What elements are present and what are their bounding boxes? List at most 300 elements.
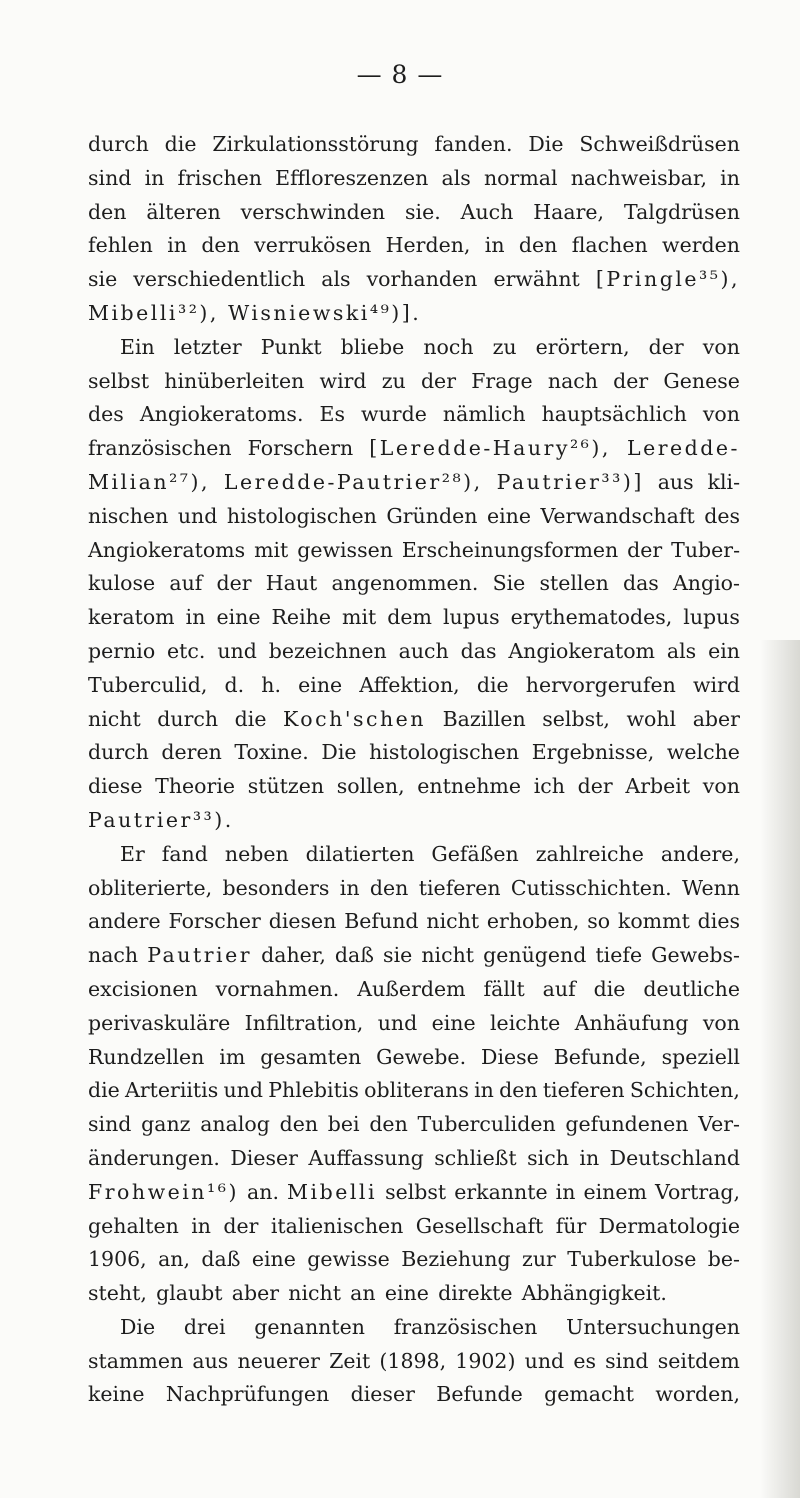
word: in <box>484 233 505 258</box>
word: Gefäßen <box>431 841 519 866</box>
word: Effloreszenzen <box>275 165 429 190</box>
word: den <box>201 233 240 258</box>
word: Befunde <box>436 1382 523 1407</box>
word: Schichten, <box>629 1078 740 1103</box>
word: wird <box>319 368 367 393</box>
word: Talgdrüsen <box>624 199 740 224</box>
word: vornahmen. <box>215 976 340 1001</box>
word: der <box>613 368 649 393</box>
text-line <box>88 1315 740 1349</box>
text-line <box>88 166 740 200</box>
word: die <box>88 1078 120 1103</box>
word: Gewebs- <box>651 943 740 968</box>
word: Herden, <box>385 233 471 258</box>
text-line <box>88 200 740 234</box>
text-line <box>88 943 740 977</box>
word: und <box>177 503 218 528</box>
word: fand <box>161 841 208 866</box>
text-line <box>88 774 740 808</box>
word: des <box>704 503 740 528</box>
text-line <box>88 1112 740 1146</box>
word: Auch <box>460 199 514 224</box>
word: wohl <box>626 706 677 731</box>
word: entnehme <box>417 774 521 799</box>
word: selbst <box>385 1179 447 1204</box>
word: Wisniewski⁴⁹)]. <box>228 300 422 325</box>
text-line <box>88 233 740 267</box>
word: seitdem <box>657 1348 740 1373</box>
word: die <box>476 672 509 697</box>
word: bliebe <box>340 334 405 359</box>
word: Vortrag, <box>655 1179 740 1204</box>
word: stützen <box>247 774 325 799</box>
word: Bazillen <box>442 706 526 731</box>
word: Nachprüfungen <box>165 1382 330 1407</box>
word: Befunde, <box>553 1044 647 1069</box>
word: bei <box>327 1112 360 1137</box>
word: lupus <box>443 605 500 630</box>
word: Ein <box>120 334 155 359</box>
word: perivaskuläre <box>88 1010 231 1035</box>
word: nach <box>547 368 598 393</box>
word: Infiltration, <box>244 1010 364 1035</box>
word: gehalten <box>88 1213 179 1238</box>
word: für <box>555 1213 587 1238</box>
text-line <box>88 1045 740 1079</box>
word: be- <box>707 1247 740 1272</box>
word: kli- <box>707 469 740 494</box>
word: genannten <box>254 1314 365 1339</box>
word: die <box>234 706 267 731</box>
word: Die <box>528 132 564 156</box>
word: genügend <box>483 943 587 968</box>
word: nämlich <box>442 402 526 427</box>
word: Genese <box>663 368 740 393</box>
word: Tuber- <box>671 537 740 562</box>
word: Pautrier³³). <box>88 807 234 832</box>
word: von <box>702 334 740 359</box>
word: den <box>369 875 409 900</box>
text-line <box>88 673 740 707</box>
word: Pautrier³³)] <box>496 469 644 494</box>
word: in <box>185 605 206 630</box>
word: speziell <box>661 1044 740 1069</box>
word: Cutisschichten. <box>510 875 672 900</box>
text-line <box>88 436 740 470</box>
word: in <box>339 875 360 900</box>
text-line <box>88 605 740 639</box>
word: selbst <box>88 368 150 393</box>
word: schließt <box>434 1145 517 1170</box>
word: an <box>350 1281 376 1306</box>
word: sollen, <box>336 774 405 799</box>
word: keine <box>88 1382 145 1407</box>
word: noch <box>423 334 474 359</box>
word: dilatierten <box>305 841 415 866</box>
word: sich <box>527 1145 569 1170</box>
word: daß <box>334 943 374 968</box>
word: pernio <box>88 638 156 663</box>
word: und <box>217 638 257 663</box>
word: stammen <box>88 1348 184 1373</box>
word: eine <box>216 605 261 630</box>
word: Auffassung <box>308 1145 424 1170</box>
word: diese <box>88 774 143 799</box>
word: und <box>223 1078 264 1103</box>
word: tiefe <box>595 943 643 968</box>
word: Gesellschaft <box>415 1213 544 1238</box>
word: das <box>460 638 497 663</box>
word: in <box>474 1078 494 1103</box>
word: nicht <box>421 943 475 968</box>
word: Angio- <box>672 571 740 596</box>
word: erythematodes, <box>510 605 673 630</box>
page-number: — 8 — <box>356 60 444 89</box>
word: Die <box>120 1314 156 1339</box>
word: Anhäufung <box>574 1010 689 1035</box>
word: einem <box>583 1179 647 1204</box>
word: Dieser <box>230 1145 298 1170</box>
word: fehlen <box>88 233 153 258</box>
word: verschwinden <box>240 199 386 224</box>
text-line <box>88 1281 740 1315</box>
word: kommt <box>617 909 690 934</box>
word: zur <box>522 1247 556 1272</box>
word: fanden. <box>434 132 513 156</box>
word: Phlebitis <box>268 1078 359 1103</box>
word: excisionen <box>88 976 198 1001</box>
word: hinüberleiten <box>164 368 305 393</box>
word: und <box>524 1348 565 1373</box>
word: Deutschland <box>609 1145 740 1170</box>
word: der <box>577 774 613 799</box>
word: Zirkulationsstörung <box>212 132 419 156</box>
word: Angiokeratom <box>508 638 655 663</box>
word: wurde <box>361 402 427 427</box>
text-line <box>88 1078 740 1112</box>
word: fällt <box>483 976 525 1001</box>
word: deren <box>161 740 222 765</box>
word: sind <box>88 1112 132 1137</box>
word: die <box>164 132 197 156</box>
word: Befund <box>344 909 419 934</box>
word: tieferen <box>418 875 501 900</box>
word: hervorgerufen <box>525 672 676 697</box>
word: Schweißdrüsen <box>579 132 740 156</box>
word: Tuberculiden <box>417 1112 556 1137</box>
word: zu <box>381 368 406 393</box>
word: französischen <box>393 1314 538 1339</box>
word: Haare, <box>533 199 605 224</box>
word: Pautrier <box>147 943 253 968</box>
word: sie. <box>405 199 441 224</box>
word: Arbeit <box>625 774 691 799</box>
text-line <box>88 740 740 774</box>
word: Angiokeratoms <box>88 537 246 562</box>
word: kulose <box>88 571 156 596</box>
word: aber <box>231 1281 280 1306</box>
word: nischen <box>88 503 169 528</box>
word: der <box>420 368 456 393</box>
word: gesamten <box>260 1044 362 1069</box>
word: obliterierte, <box>88 875 213 900</box>
word: d. <box>224 672 245 697</box>
word: der <box>216 571 252 596</box>
word: Er <box>120 841 145 866</box>
word: in <box>579 1145 600 1170</box>
word: worden, <box>655 1382 740 1407</box>
word: Frohwein¹⁶) <box>88 1179 239 1204</box>
word: als <box>321 267 351 292</box>
word: Außerdem <box>357 976 466 1001</box>
text-line <box>88 1247 740 1281</box>
word: glaubt <box>156 1281 223 1306</box>
text-line <box>88 132 740 166</box>
word: nachweisbar, <box>570 165 707 190</box>
word: drei <box>183 1314 226 1339</box>
word: histologischen <box>369 740 520 765</box>
word: angenommen. <box>331 571 479 596</box>
word: Dermatologie <box>598 1213 740 1238</box>
word: Tuberculid, <box>88 672 208 697</box>
word: keratom <box>88 605 175 630</box>
word: Erscheinungsformen <box>401 537 619 562</box>
word: Toxine. <box>234 740 309 765</box>
text-line <box>88 267 740 301</box>
word: sie <box>88 267 118 292</box>
word: an, <box>158 1247 191 1272</box>
word: an. <box>247 1179 279 1204</box>
word: des <box>88 402 124 427</box>
word: durch <box>157 706 219 731</box>
word: Sie <box>492 571 526 596</box>
word: h. <box>261 672 281 697</box>
word: gewissen <box>297 537 393 562</box>
text-line <box>88 1214 740 1248</box>
word: durch <box>88 740 149 765</box>
word: eine <box>431 1010 476 1035</box>
word: Gewebe. <box>376 1044 467 1069</box>
word: etc. <box>167 638 206 663</box>
word: leichte <box>490 1010 561 1035</box>
word: Forscher <box>168 909 261 934</box>
word: sind <box>88 165 132 190</box>
word: Beziehung <box>401 1247 511 1272</box>
word: nicht <box>288 1281 341 1306</box>
word: tieferen <box>542 1078 625 1103</box>
word: ich <box>533 774 565 799</box>
word: erkannte <box>454 1179 548 1204</box>
word: Die <box>321 740 357 765</box>
text-line <box>88 504 740 538</box>
word: im <box>219 1044 246 1069</box>
word: Mibelli³²), <box>88 300 219 325</box>
word: italienischen <box>270 1213 404 1238</box>
word: 1902) <box>455 1348 516 1373</box>
word: Rundzellen <box>88 1044 205 1069</box>
word: vorhanden <box>366 267 478 292</box>
word: den <box>499 1078 538 1103</box>
word: [Pringle³⁵), <box>595 267 740 292</box>
word: (1898, <box>379 1348 447 1373</box>
word: mit <box>254 537 289 562</box>
word: den <box>279 1112 319 1137</box>
word: deutliche <box>643 976 740 1001</box>
word: ein <box>708 638 740 663</box>
word: auch <box>398 638 449 663</box>
text-body <box>88 132 740 1416</box>
word: 1906, <box>88 1247 147 1272</box>
word: andere <box>88 909 161 934</box>
word: Leredde- <box>626 436 740 461</box>
word: gefundenen <box>565 1112 689 1137</box>
text-line <box>88 301 740 335</box>
word: den <box>518 233 558 258</box>
text-line <box>88 1180 740 1214</box>
word: Angiokeratoms. <box>139 402 304 427</box>
word: direkte <box>438 1281 513 1306</box>
text-line <box>88 1382 740 1416</box>
word: aus <box>657 469 694 494</box>
word: obliterans <box>364 1078 469 1103</box>
word: zu <box>492 334 517 359</box>
text-line <box>88 977 740 1011</box>
word: eine <box>384 1281 429 1306</box>
word: diesen <box>268 909 337 934</box>
word: werden <box>662 233 740 258</box>
word: sind <box>605 1348 649 1373</box>
word: als <box>441 165 471 190</box>
word: in <box>191 1213 211 1238</box>
word: Reihe <box>271 605 331 630</box>
word: eine <box>251 1247 296 1272</box>
word: änderungen. <box>88 1145 220 1170</box>
word: zahlreiche <box>535 841 644 866</box>
word: mit <box>342 605 377 630</box>
word: welche <box>666 740 740 765</box>
word: Wenn <box>682 875 740 900</box>
text-line <box>88 369 740 403</box>
word: Es <box>319 402 346 427</box>
word: Theorie <box>155 774 236 799</box>
word: Punkt <box>260 334 322 359</box>
word: nicht <box>426 909 480 934</box>
word: bezeichnen <box>268 638 387 663</box>
word: nicht <box>88 706 141 731</box>
word: Forschern <box>247 436 354 461</box>
word: der <box>223 1213 259 1238</box>
word: lupus <box>683 605 740 630</box>
word: Mibelli <box>287 1179 378 1204</box>
text-line <box>88 876 740 910</box>
word: Milian²⁷), <box>88 469 211 494</box>
word: in <box>720 165 740 190</box>
word: den <box>88 199 127 224</box>
word: dies <box>697 909 740 934</box>
word: eine <box>298 672 343 697</box>
word: französischen <box>88 436 232 461</box>
word: als <box>666 638 697 663</box>
word: flachen <box>571 233 648 258</box>
word: das <box>622 571 659 596</box>
word: nach <box>88 943 139 968</box>
word: die <box>593 976 626 1001</box>
word: [Leredde-Haury²⁶), <box>369 436 611 461</box>
word: analog <box>200 1112 270 1137</box>
word: gewisse <box>307 1247 390 1272</box>
page-edge-shadow <box>760 640 800 1498</box>
text-line <box>88 1011 740 1045</box>
word: in <box>555 1179 576 1204</box>
word: es <box>573 1348 596 1373</box>
word: verschiedentlich <box>133 267 306 292</box>
word: erhoben, <box>486 909 580 934</box>
word: in <box>167 233 187 258</box>
text-line <box>88 470 740 504</box>
word: Leredde-Pautrier²⁸), <box>223 469 483 494</box>
word: den <box>369 1112 408 1137</box>
word: steht, <box>88 1281 147 1306</box>
word: von <box>702 402 740 427</box>
word: neben <box>224 841 289 866</box>
word: aber <box>692 706 740 731</box>
word: Verwandschaft <box>540 503 695 528</box>
word: eine <box>486 503 531 528</box>
word: und <box>377 1010 418 1035</box>
text-line <box>88 808 740 842</box>
word: selbst, <box>542 706 610 731</box>
word: stellen <box>539 571 609 596</box>
text-line <box>88 639 740 673</box>
text-line <box>88 335 740 369</box>
word: normal <box>483 165 558 190</box>
word: Haut <box>265 571 318 596</box>
text-line <box>88 909 740 943</box>
word: in <box>144 165 165 190</box>
word: auf <box>169 571 203 596</box>
text-line <box>88 538 740 572</box>
word: älteren <box>146 199 221 224</box>
word: erwähnt <box>493 267 580 292</box>
word: durch <box>88 132 149 156</box>
word: Abhängigkeit. <box>521 1281 667 1306</box>
word: ganz <box>141 1112 191 1137</box>
word: Tuberkulose <box>567 1247 697 1272</box>
word: histologischen <box>226 503 377 528</box>
word: aus <box>192 1348 229 1373</box>
text-line <box>88 1349 740 1383</box>
word: von <box>702 774 740 799</box>
word: letzter <box>173 334 242 359</box>
word: wird <box>692 672 740 697</box>
text-line <box>88 1146 740 1180</box>
word: frischen <box>177 165 262 190</box>
word: verrukösen <box>254 233 372 258</box>
word: Untersuchungen <box>566 1314 740 1339</box>
word: Frage <box>471 368 533 393</box>
text-line <box>88 402 740 436</box>
word: dem <box>387 605 432 630</box>
word: Zeit <box>329 1348 371 1373</box>
word: gemacht <box>544 1382 634 1407</box>
word: Ergebnisse, <box>531 740 655 765</box>
text-line <box>88 571 740 605</box>
word: neuerer <box>237 1348 320 1373</box>
word: sie <box>383 943 413 968</box>
word: Ver- <box>698 1112 740 1137</box>
word: Affektion, <box>359 672 460 697</box>
word: der <box>627 537 663 562</box>
